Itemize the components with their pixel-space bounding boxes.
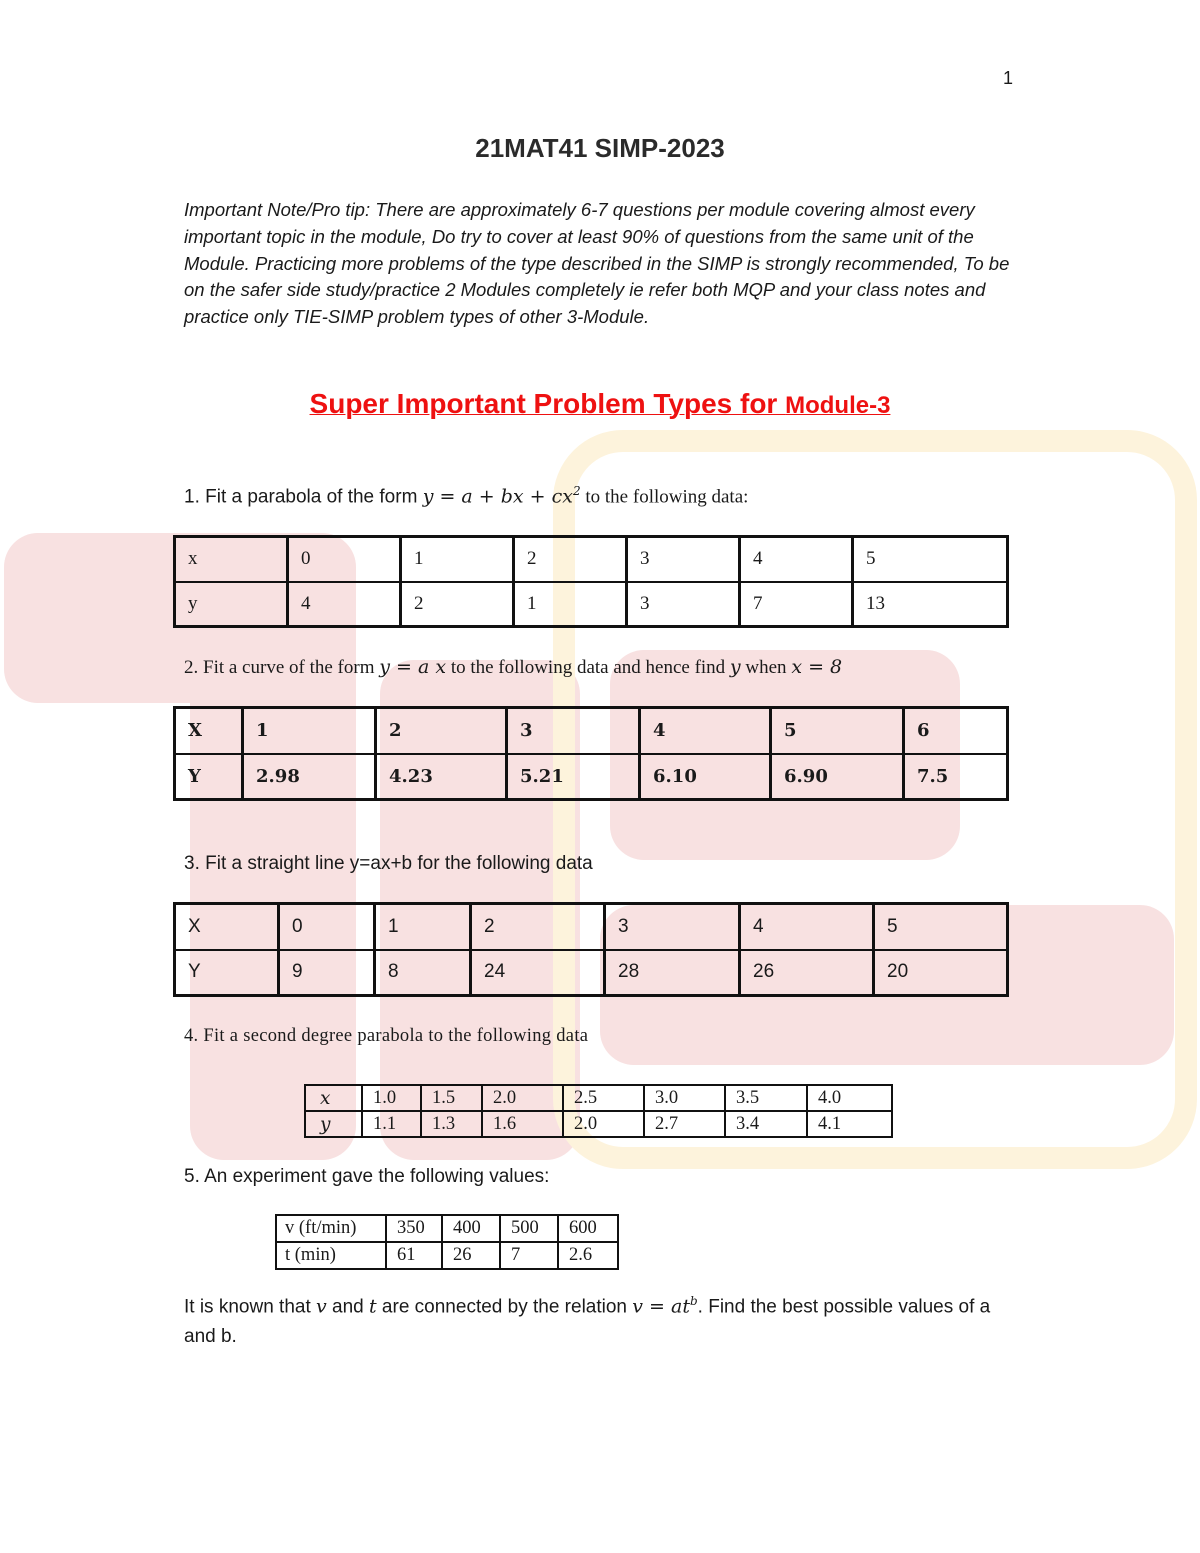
data-table-1	[173, 535, 1009, 628]
question-5-followup	[184, 1286, 1004, 1352]
followup-relation: v = at	[632, 1295, 690, 1318]
table-cell: Y	[175, 754, 243, 800]
table-cell: 7.5	[904, 754, 1008, 800]
followup-variable-v: v	[316, 1295, 327, 1318]
table-cell: t (min)	[276, 1242, 386, 1269]
question-2-condition: x = 8	[791, 656, 843, 678]
table-cell: 3.0	[644, 1085, 725, 1111]
question-2-equation: y = a x	[379, 656, 447, 678]
data-table-4	[304, 1084, 893, 1138]
table-cell: 6.10	[640, 754, 771, 800]
table-cell: 4.1	[807, 1111, 892, 1137]
table-cell: 0	[279, 904, 375, 950]
table-cell: 5	[853, 537, 1008, 582]
table-cell: 20	[874, 950, 1008, 996]
page-number: 1	[1003, 68, 1014, 88]
table-row	[175, 950, 1008, 996]
table-row	[276, 1215, 618, 1242]
followup-relation-exponent: b	[689, 1294, 698, 1308]
table-cell: 2.0	[482, 1085, 563, 1111]
table-cell: 1.5	[421, 1085, 482, 1111]
table-cell: 26	[740, 950, 874, 996]
followup-suffix: . Find the best possible values of a and b.	[184, 1296, 991, 1348]
table-cell: y	[305, 1111, 362, 1137]
question-2	[184, 656, 842, 679]
question-2-suffix: to the following data and hence find	[446, 657, 730, 678]
table-cell: 1.3	[421, 1111, 482, 1137]
pro-tip-note: Important Note/Pro tip: There are approximately 6-7 questions per module covering almost every important topic in the module, Do try to cover at least 90% of questions from the same unit of the Module. Practicing more problems of the type described in the SIMP is strongly recommended, To be on the safer side study/practice 2 Modules completely ie refer both MQP and your class notes and practice only TIE-SIMP problem types of other 3-Module.	[184, 199, 1010, 328]
page-title: 21MAT41 SIMP-2023	[475, 133, 725, 163]
question-1-equation: y = a + bx + cx	[422, 485, 573, 508]
table-cell: 1.0	[362, 1085, 421, 1111]
followup-relation-text: are connected by the relation	[376, 1296, 633, 1318]
table-cell: X	[175, 904, 279, 950]
table-cell: 2.98	[243, 754, 376, 800]
table-cell: 1	[401, 537, 514, 582]
table-cell: 1	[514, 582, 627, 627]
table-cell: 4	[740, 537, 853, 582]
table-cell: 4	[640, 708, 771, 754]
table-cell: 6	[904, 708, 1008, 754]
table-row	[305, 1085, 892, 1111]
table-cell: 5	[874, 904, 1008, 950]
question-1-prefix: 1. Fit a parabola of the form	[184, 486, 423, 508]
table-cell: Y	[175, 950, 279, 996]
section-heading-module: Module-3	[785, 392, 891, 419]
table-cell: 7	[500, 1242, 558, 1269]
table-cell: 2.7	[644, 1111, 725, 1137]
data-table-2	[173, 706, 1009, 801]
table-cell: x	[305, 1085, 362, 1111]
table-cell: x	[175, 537, 288, 582]
table-row	[175, 582, 1008, 627]
section-heading-main: Super Important Problem Types for	[309, 388, 786, 419]
table-cell: 28	[605, 950, 740, 996]
table-cell: 4	[288, 582, 401, 627]
table-cell: v (ft/min)	[276, 1215, 386, 1242]
table-row	[175, 754, 1008, 800]
table-cell: 350	[386, 1215, 442, 1242]
table-cell: 2	[514, 537, 627, 582]
table-cell: 4.0	[807, 1085, 892, 1111]
data-table-3	[173, 902, 1009, 997]
table-cell: 1.1	[362, 1111, 421, 1137]
table-cell: 4.23	[376, 754, 507, 800]
section-heading	[0, 388, 1200, 420]
table-cell: 2	[376, 708, 507, 754]
question-3: 3. Fit a straight line y=ax+b for the following data	[184, 853, 593, 874]
table-cell: 24	[471, 950, 605, 996]
table-cell: 2.6	[558, 1242, 618, 1269]
followup-variable-t: t	[369, 1295, 377, 1318]
table-cell: 2	[401, 582, 514, 627]
table-cell: 3	[627, 537, 740, 582]
followup-and: and	[326, 1296, 370, 1318]
table-cell: 1	[243, 708, 376, 754]
table-cell: 1	[375, 904, 471, 950]
table-cell: 6.90	[771, 754, 904, 800]
table-row	[305, 1111, 892, 1137]
table-cell: 0	[288, 537, 401, 582]
table-cell: 3	[507, 708, 640, 754]
question-1	[184, 484, 748, 508]
table-row	[175, 904, 1008, 950]
table-cell: 26	[442, 1242, 500, 1269]
table-cell: 9	[279, 950, 375, 996]
table-cell: 61	[386, 1242, 442, 1269]
question-2-prefix: 2. Fit a curve of the form	[184, 657, 380, 678]
table-cell: 8	[375, 950, 471, 996]
data-table-5	[275, 1214, 619, 1270]
table-cell: y	[175, 582, 288, 627]
table-cell: 2.5	[563, 1085, 644, 1111]
question-1-suffix: to the following data:	[580, 486, 749, 508]
table-cell: 2.0	[563, 1111, 644, 1137]
table-cell: 3.4	[725, 1111, 807, 1137]
followup-prefix: It is known that	[184, 1296, 317, 1318]
table-cell: 3	[605, 904, 740, 950]
table-row	[276, 1242, 618, 1269]
question-1-equation-exponent: 2	[572, 484, 581, 498]
table-cell: 3.5	[725, 1085, 807, 1111]
table-cell: 5.21	[507, 754, 640, 800]
table-cell: 1.6	[482, 1111, 563, 1137]
table-cell: 600	[558, 1215, 618, 1242]
question-2-variable: y	[729, 656, 741, 678]
table-cell: 400	[442, 1215, 500, 1242]
table-cell: 4	[740, 904, 874, 950]
table-cell: 13	[853, 582, 1008, 627]
table-cell: 500	[500, 1215, 558, 1242]
question-4: 4. Fit a second degree parabola to the following data	[184, 1026, 589, 1046]
table-cell: 2	[471, 904, 605, 950]
question-2-suffix-2: when	[740, 657, 792, 678]
question-5: 5. An experiment gave the following values:	[184, 1166, 550, 1187]
table-row	[175, 537, 1008, 582]
table-cell: X	[175, 708, 243, 754]
table-cell: 3	[627, 582, 740, 627]
table-cell: 7	[740, 582, 853, 627]
table-row	[175, 708, 1008, 754]
table-cell: 5	[771, 708, 904, 754]
